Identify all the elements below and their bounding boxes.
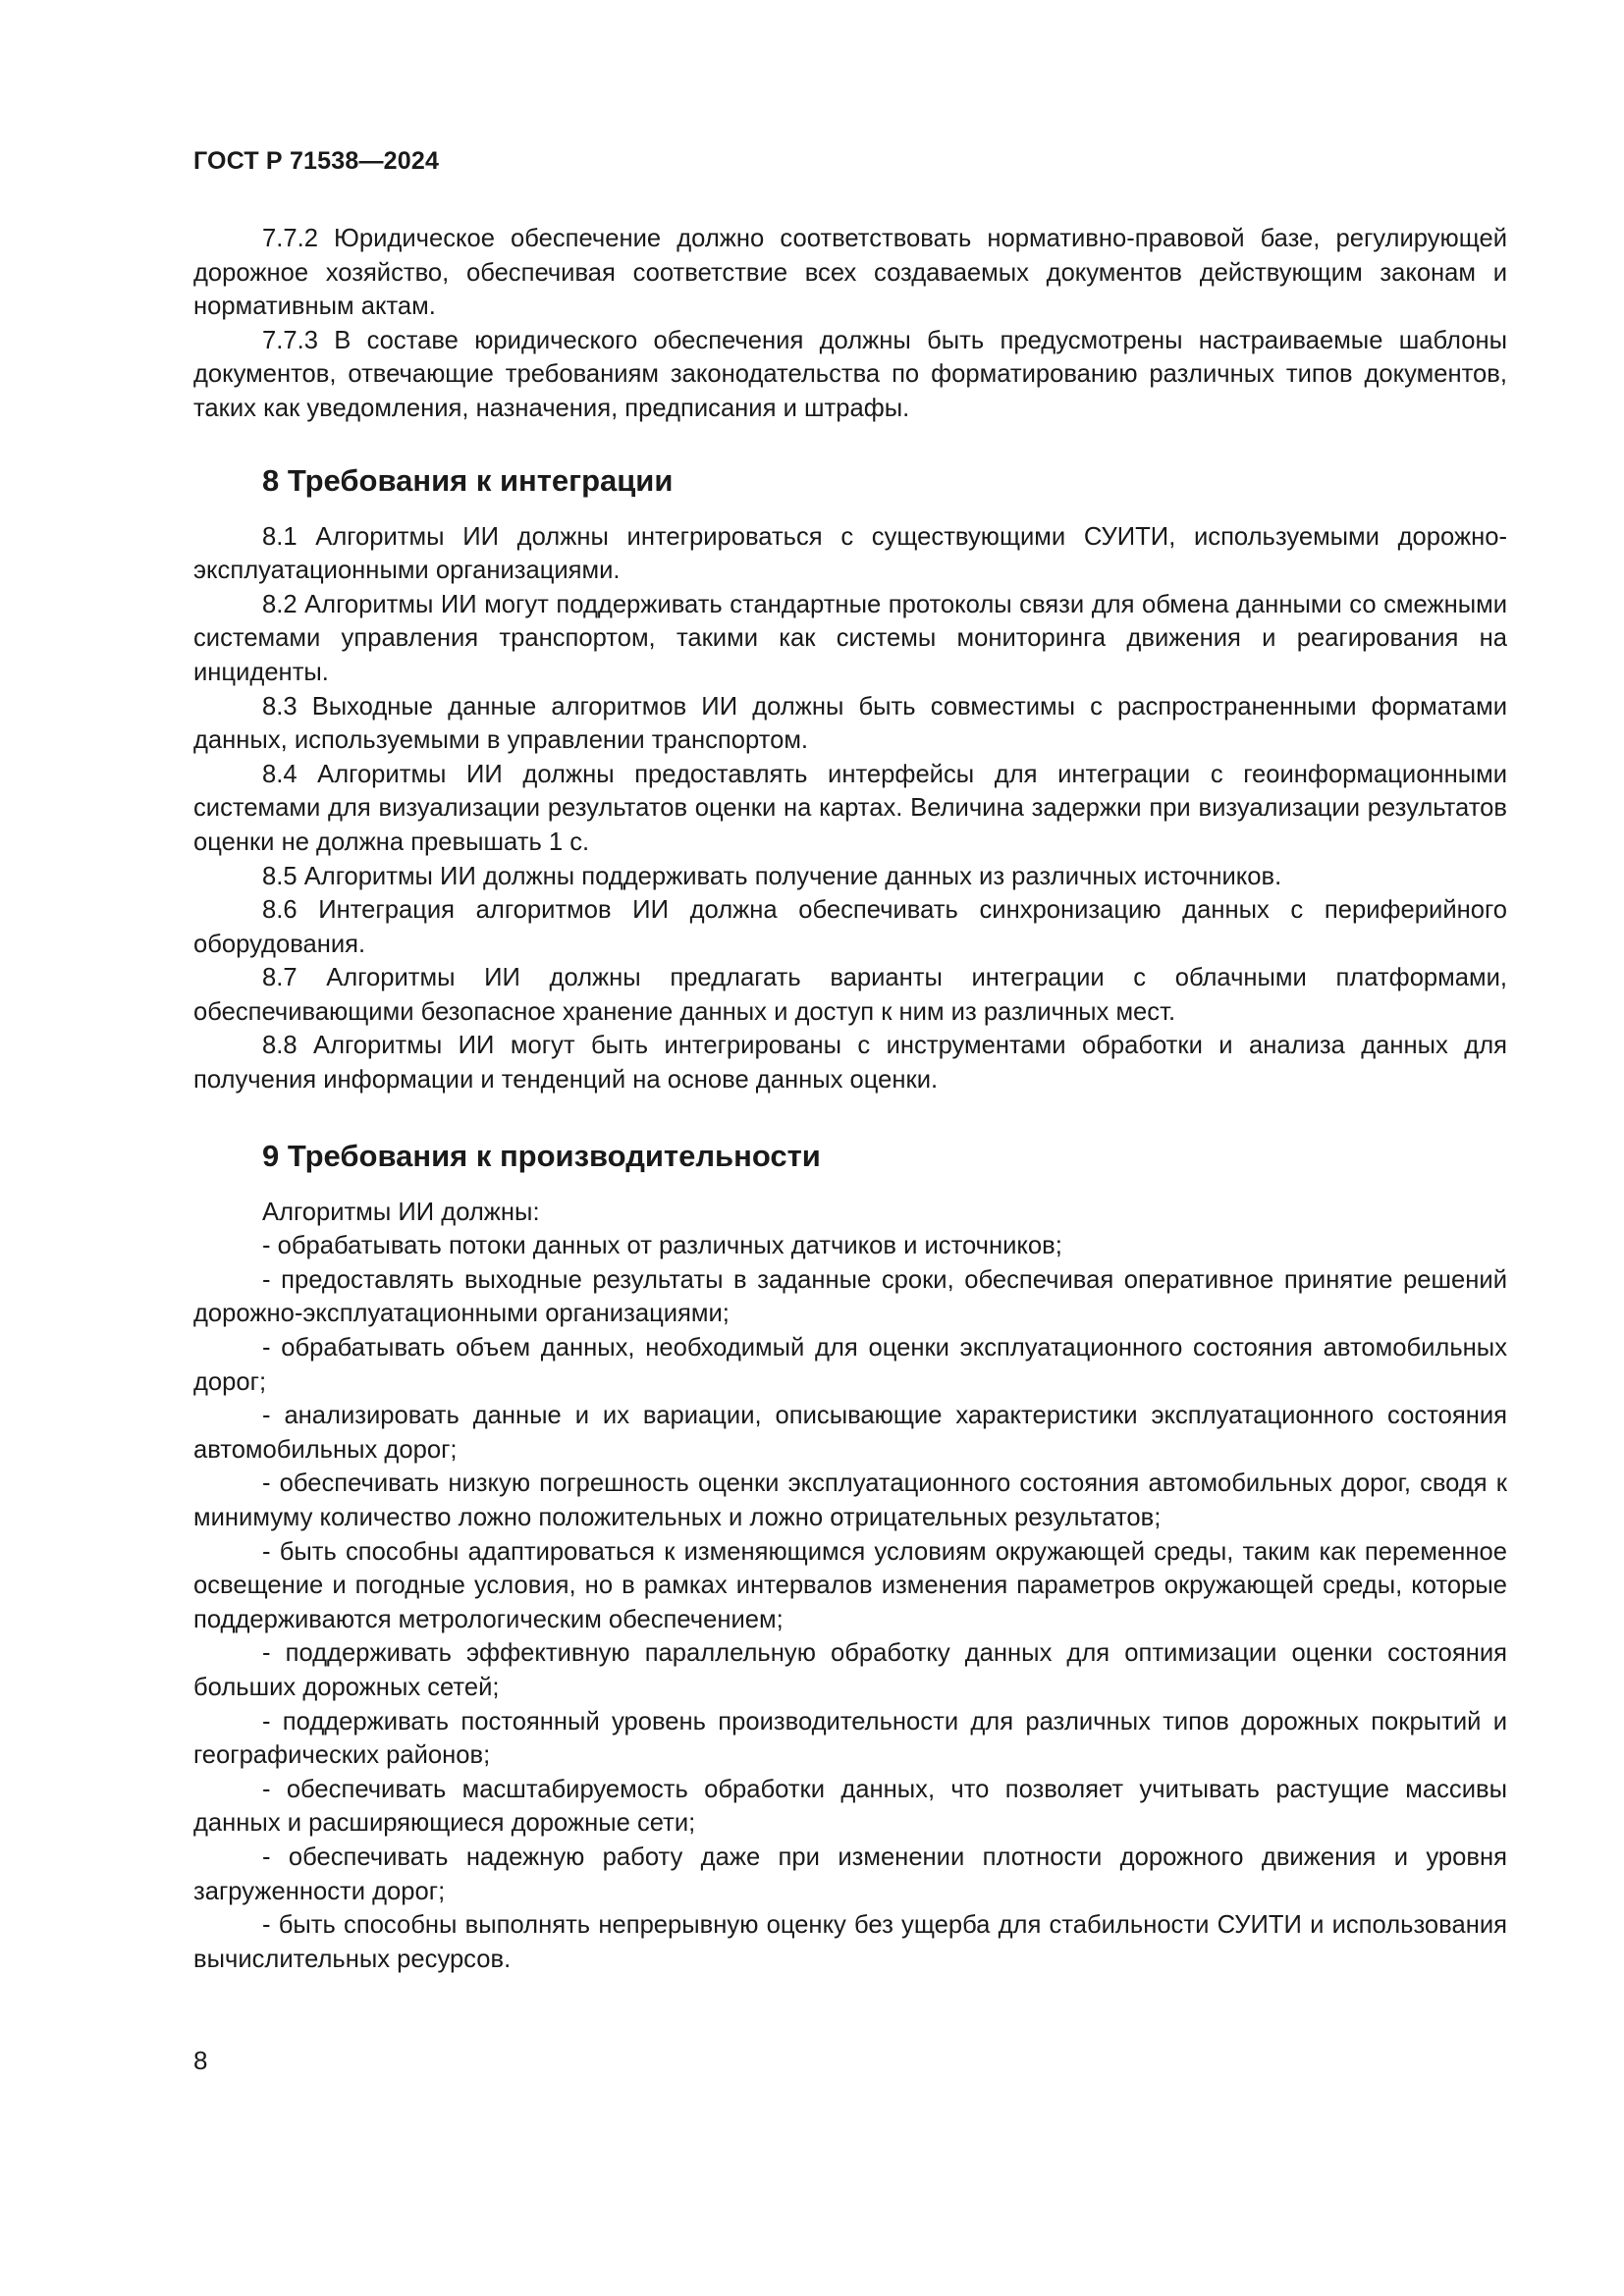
paragraph-7-7-3: 7.7.3 В составе юридического обеспечения должны быть предусмотрены настраиваемые шаблоны документов, отвечающие требованиям законодательства по форматированию различных типов документов, таких как уведомления, назначения, предписания и штрафы. [193, 326, 1507, 422]
page-content [193, 222, 1507, 1976]
list-item: - быть способны адаптироваться к изменяющимся условиям окружающей среды, таким как переменное освещение и погодные условия, но в рамках интервалов изменения параметров окружающей среды, которые поддерживаются метрологическим обеспечением; [193, 1537, 1507, 1633]
section-8-heading: 8 Требования к интеграции [262, 462, 674, 498]
list-item: - быть способны выполнять непрерывную оценку без ущерба для стабильности СУИТИ и использования вычислительных ресурсов. [193, 1911, 1507, 1973]
list-item: - обеспечивать масштабируемость обработки данных, что позволяет учитывать растущие массивы данных и расширяющиеся дорожные сети; [193, 1775, 1507, 1838]
document-code-header: ГОСТ Р 71538—2024 [193, 147, 440, 175]
list-item: - поддерживать постоянный уровень производительности для различных типов дорожных покрытий и географических районов; [193, 1707, 1507, 1770]
paragraph-8-3: 8.3 Выходные данные алгоритмов ИИ должны быть совместимы с распространенными форматами данных, используемыми в управлении транспортом. [193, 692, 1507, 755]
list-item: - обрабатывать потоки данных от различных датчиков и источников; [262, 1232, 1062, 1260]
list-item: - анализировать данные и их вариации, описывающие характеристики эксплуатационного состояния автомобильных дорог; [193, 1402, 1507, 1464]
page-number: 8 [193, 2046, 208, 2075]
list-item: - обеспечивать низкую погрешность оценки эксплуатационного состояния автомобильных дорог, сводя к минимуму количество ложно положительных и ложно отрицательных результатов; [193, 1469, 1507, 1531]
list-item: - обрабатывать объем данных, необходимый для оценки эксплуатационного состояния автомобильных дорог; [193, 1334, 1507, 1396]
paragraph-8-6: 8.6 Интеграция алгоритмов ИИ должна обеспечивать синхронизацию данных с периферийного оборудования. [193, 896, 1507, 958]
list-item: - поддерживать эффективную параллельную обработку данных для оптимизации оценки состояния больших дорожных сетей; [193, 1639, 1507, 1701]
list-item: - обеспечивать надежную работу даже при изменении плотности дорожного движения и уровня загруженности дорог; [193, 1842, 1507, 1905]
section-9-intro: Алгоритмы ИИ должны: [262, 1198, 540, 1226]
paragraph-8-2: 8.2 Алгоритмы ИИ могут поддерживать стандартные протоколы связи для обмена данными со смежными системами управления транспортом, такими как системы мониторинга движения и реагирования на инциденты. [193, 590, 1507, 686]
section-9-heading: 9 Требования к производительности [262, 1138, 821, 1173]
paragraph-8-8: 8.8 Алгоритмы ИИ могут быть интегрированы с инструментами обработки и анализа данных для получения информации и тенденций на основе данных оценки. [193, 1032, 1507, 1095]
paragraph-8-4: 8.4 Алгоритмы ИИ должны предоставлять интерфейсы для интеграции с геоинформационными системами для визуализации результатов оценки на картах. Величина задержки при визуализации результатов оценки не должна превышать 1 с. [193, 760, 1507, 856]
paragraph-8-1: 8.1 Алгоритмы ИИ должны интегрироваться с существующими СУИТИ, используемыми дорожно-эксплуатационными организациями. [193, 522, 1507, 585]
paragraph-8-7: 8.7 Алгоритмы ИИ должны предлагать варианты интеграции с облачными платформами, обеспечивающими безопасное хранение данных и доступ к ним из различных мест. [193, 964, 1507, 1026]
list-item: - предоставлять выходные результаты в заданные сроки, обеспечивая оперативное принятие решений дорожно-эксплуатационными организациями; [193, 1265, 1507, 1328]
paragraph-7-7-2: 7.7.2 Юридическое обеспечение должно соответствовать нормативно-правовой базе, регулирующей дорожное хозяйство, обеспечивая соответствие всех создаваемых документов действующим законам и нормативным актам. [193, 225, 1507, 321]
paragraph-8-5: 8.5 Алгоритмы ИИ должны поддерживать получение данных из различных источников. [262, 862, 1282, 890]
